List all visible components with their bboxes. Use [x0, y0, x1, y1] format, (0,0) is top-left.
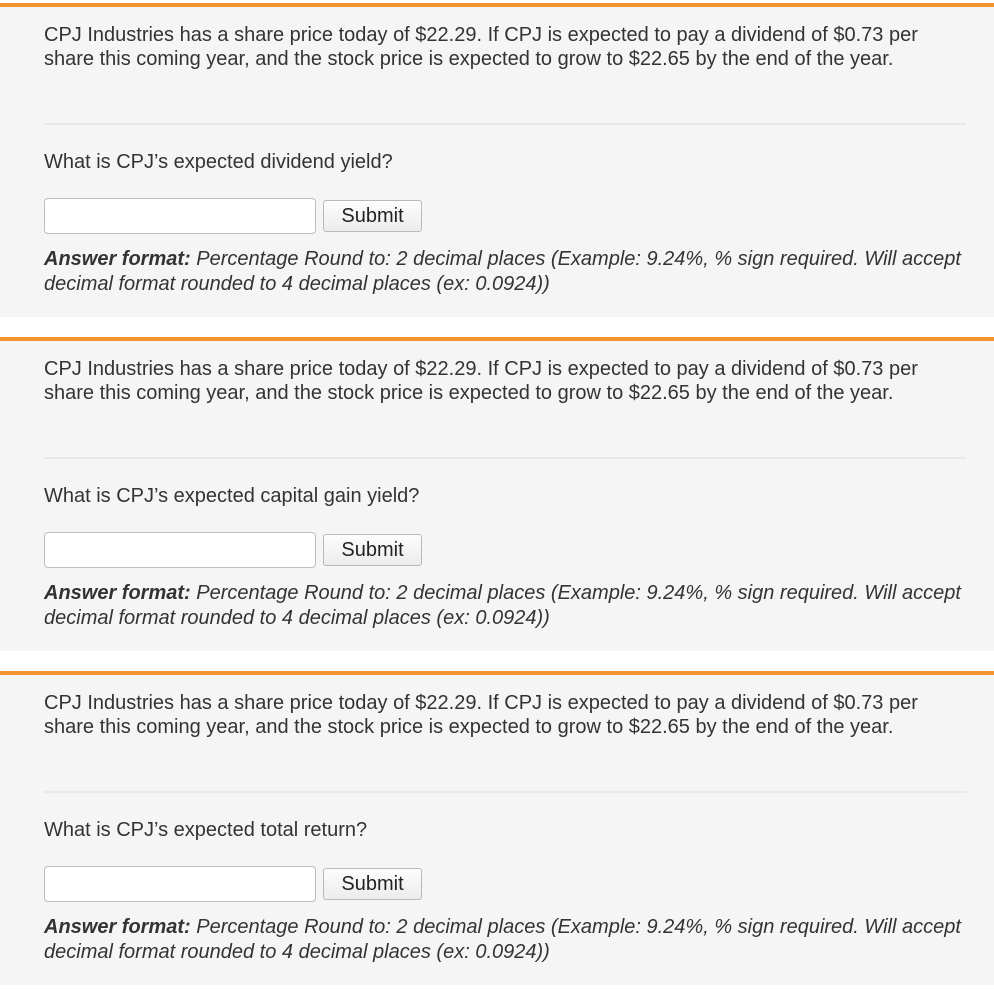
answer-format-text: Percentage Round to: 2 decimal places (Example: 9.24%, % sign required. Will accept decimal format rounded to 4 decimal places (ex: 0.0924)) [44, 916, 961, 963]
question-card-dividend-yield [0, 3, 994, 317]
answer-format-text: Percentage Round to: 2 decimal places (Example: 9.24%, % sign required. Will accept decimal format rounded to 4 decimal places (ex: 0.0924)) [44, 248, 961, 295]
divider [44, 457, 966, 459]
divider [44, 123, 966, 125]
answer-format-label: Answer format: [44, 916, 191, 938]
question-text: What is CPJ’s expected capital gain yield? [44, 485, 420, 507]
answer-format-note [44, 581, 974, 631]
answer-input[interactable] [44, 532, 316, 568]
question-card-total-return [0, 671, 994, 985]
answer-format-label: Answer format: [44, 582, 191, 604]
divider [44, 791, 966, 793]
answer-format-note [44, 247, 974, 297]
question-text: What is CPJ’s expected total return? [44, 819, 368, 841]
answer-input[interactable] [44, 198, 316, 234]
submit-button[interactable]: Submit [323, 200, 422, 232]
question-card-capital-gain-yield [0, 337, 994, 651]
question-text: What is CPJ’s expected dividend yield? [44, 151, 393, 173]
problem-statement: CPJ Industries has a share price today of $22.29. If CPJ is expected to pay a dividend of $0.73 per share this coming year, and the stock price is expected to grow to $22.65 by the end of the year. [44, 24, 918, 70]
submit-button[interactable]: Submit [323, 868, 422, 900]
problem-statement: CPJ Industries has a share price today of $22.29. If CPJ is expected to pay a dividend of $0.73 per share this coming year, and the stock price is expected to grow to $22.65 by the end of the year. [44, 692, 918, 738]
submit-button[interactable]: Submit [323, 534, 422, 566]
answer-format-label: Answer format: [44, 248, 191, 270]
answer-format-text: Percentage Round to: 2 decimal places (Example: 9.24%, % sign required. Will accept decimal format rounded to 4 decimal places (ex: 0.0924)) [44, 582, 961, 629]
answer-format-note [44, 915, 974, 965]
problem-statement: CPJ Industries has a share price today of $22.29. If CPJ is expected to pay a dividend of $0.73 per share this coming year, and the stock price is expected to grow to $22.65 by the end of the year. [44, 358, 918, 404]
answer-input[interactable] [44, 866, 316, 902]
